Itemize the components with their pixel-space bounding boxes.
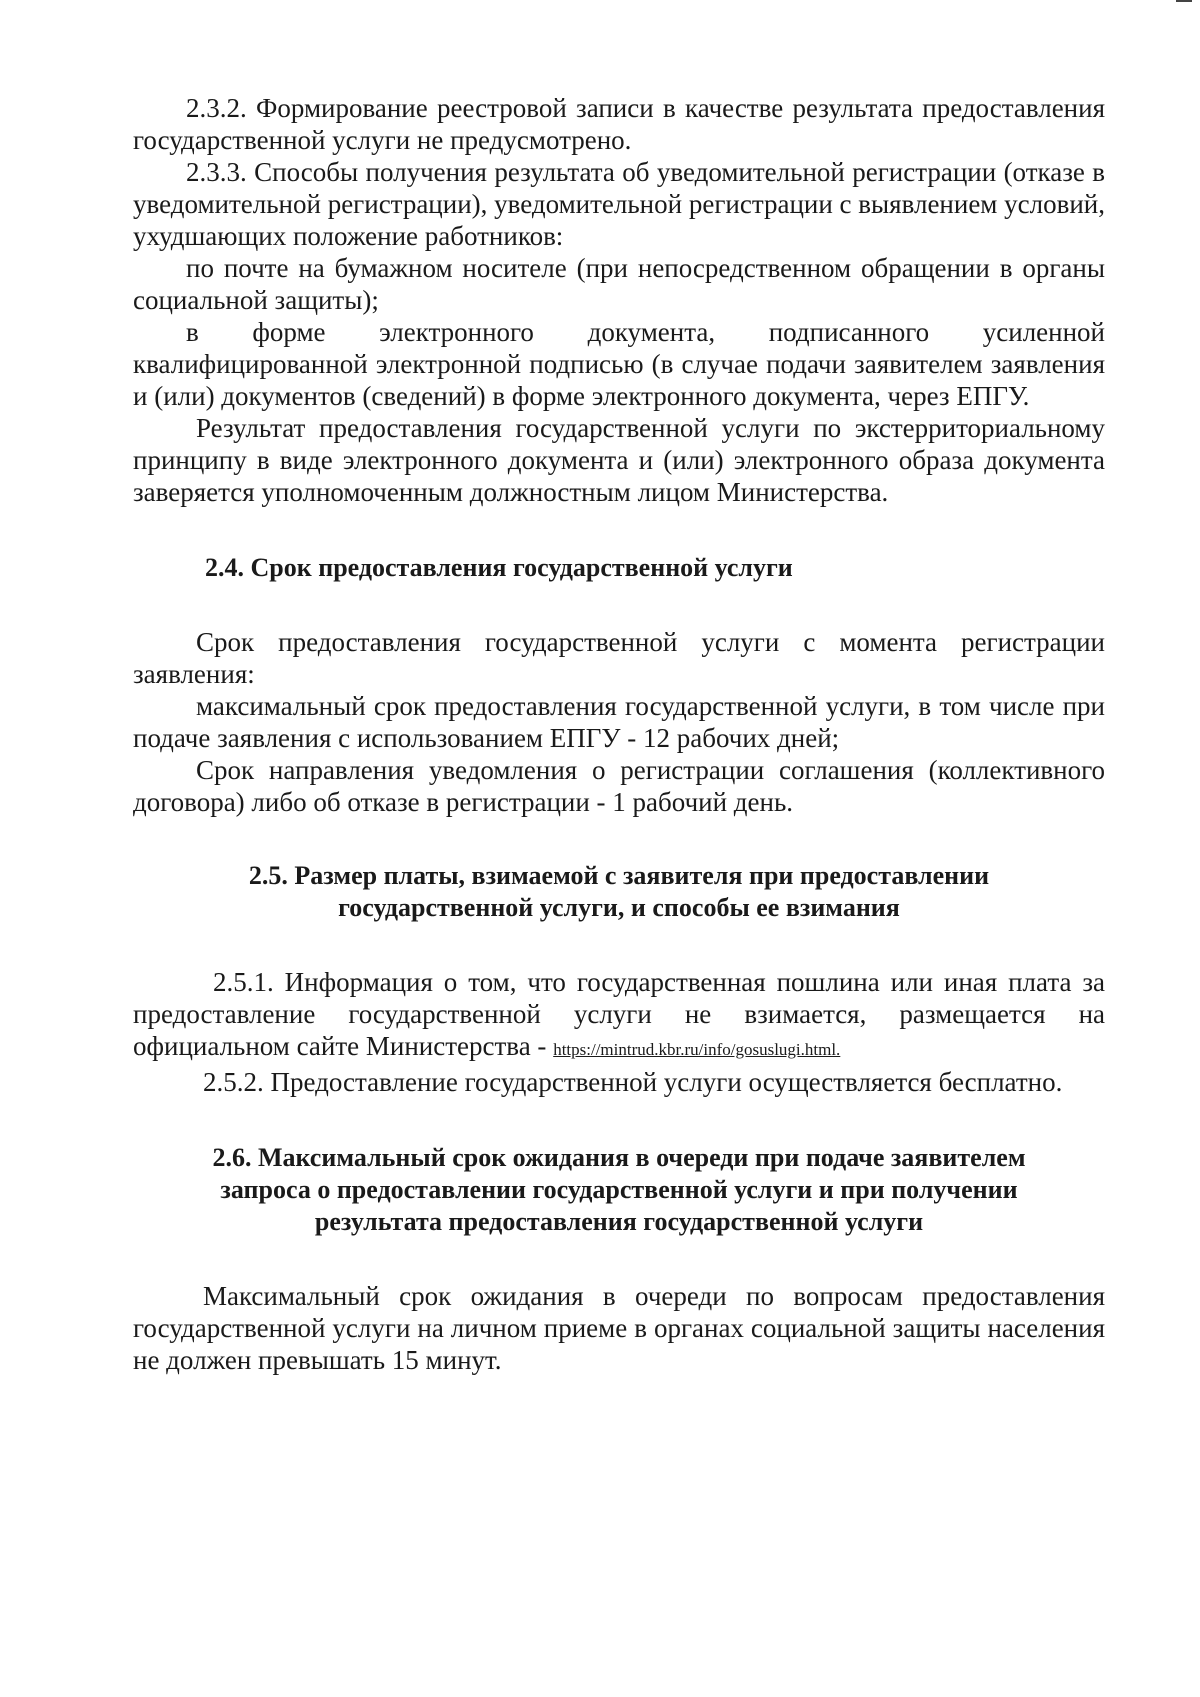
scan-edge-mark <box>1176 0 1192 2</box>
paragraph-2-5-2: 2.5.2. Предоставление государственной услуги осуществляется бесплатно. <box>203 1067 1063 1097</box>
paragraph-2-4-max-term: максимальный срок предоставления государственной услуги, в том числе при подаче заявления с использованием ЕПГУ - 12 рабочих дней; <box>133 691 1105 753</box>
gosuslugi-link[interactable]: https://mintrud.kbr.ru/info/gosuslugi.html. <box>553 1040 841 1059</box>
document-page <box>133 92 1105 1376</box>
paragraph-2-3-3-post: по почте на бумажном носителе (при непосредственном обращении в органы социальной защиты); <box>133 253 1105 315</box>
heading-2-5-line2: государственной услуги, и способы ее взимания <box>338 893 900 922</box>
heading-2-6-line3: результата предоставления государственной услуги <box>314 1207 924 1236</box>
heading-2-6 <box>133 1142 1105 1238</box>
paragraph-2-5-1 <box>133 966 1105 1066</box>
heading-2-6-line1: 2.6. Максимальный срок ожидания в очереди при подаче заявителем <box>212 1143 1026 1172</box>
heading-2-4: 2.4. Срок предоставления государственной услуги <box>205 553 793 582</box>
heading-2-5-line1: 2.5. Размер платы, взимаемой с заявителя при предоставлении <box>248 861 990 890</box>
paragraph-2-6: Максимальный срок ожидания в очереди по вопросам предоставления государственной услуги на личном приеме в органах социальной защиты населения не должен превышать 15 минут. <box>133 1281 1105 1375</box>
paragraph-2-3-2: 2.3.2. Формирование реестровой записи в качестве результата предоставления государственной услуги не предусмотрено. <box>133 93 1105 155</box>
paragraph-2-5-1-text: 2.5.1. Информация о том, что государственная пошлина или иная плата за предоставление государственной услуги не взимается, размещается на официальном сайте Министерства - <box>133 967 1105 1061</box>
paragraph-2-3-3-electronic: в форме электронного документа, подписанного усиленной квалифицированной электронной подписью (в случае подачи заявителем заявления и (или) документов (сведений) в форме электронного документа, через ЕПГУ. <box>133 317 1105 411</box>
paragraph-2-4-term: Срок предоставления государственной услуги с момента регистрации заявления: <box>133 627 1105 689</box>
paragraph-2-3-3-intro: 2.3.3. Способы получения результата об уведомительной регистрации (отказе в уведомительной регистрации), уведомительной регистрации с выявлением условий, ухудшающих положение работников: <box>133 157 1105 251</box>
paragraph-2-3-3-result: Результат предоставления государственной услуги по экстерриториальному принципу в виде электронного документа и (или) электронного образа документа заверяется уполномоченным должностным лицом Министерства. <box>133 413 1105 507</box>
heading-2-5 <box>133 860 1105 924</box>
paragraph-2-4-notice-term: Срок направления уведомления о регистрации соглашения (коллективного договора) либо об отказе в регистрации - 1 рабочий день. <box>133 755 1105 817</box>
heading-2-6-line2: запроса о предоставлении государственной услуги и при получении <box>220 1175 1018 1204</box>
